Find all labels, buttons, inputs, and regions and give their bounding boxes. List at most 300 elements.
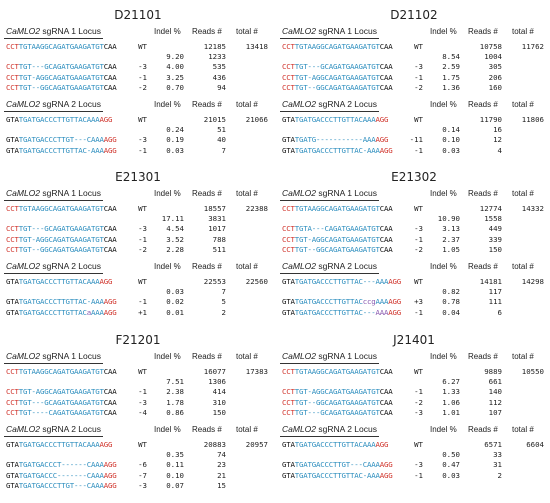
sequence-segment: TGATGACCCTTGT---CAAA <box>18 480 104 490</box>
allele-label: WT <box>138 367 147 376</box>
column-header-indel: Indel % <box>430 352 457 361</box>
read-count: 1004 <box>484 52 502 62</box>
sequence-segment: TGATGACCCTTGT---CAAA <box>18 135 104 145</box>
allele-row <box>4 224 272 233</box>
indel-percent: 0.50 <box>442 450 460 460</box>
indel-percent: 0.04 <box>442 307 460 317</box>
column-header-total: total # <box>236 425 258 434</box>
sequence-segment: CCT <box>282 72 295 82</box>
allele-label: -1 <box>414 145 423 155</box>
read-count: 74 <box>217 450 226 460</box>
read-count: 9889 <box>484 367 502 376</box>
read-count: 3831 <box>208 214 226 224</box>
gene-name: CaMLO2 <box>282 99 317 109</box>
read-count: 140 <box>488 387 502 397</box>
read-count: 20883 <box>203 440 226 449</box>
sequence-segment: TGATGACCCTTGTTAC---AAA <box>294 277 389 286</box>
allele-row <box>280 398 548 407</box>
sequence-segment: CAA <box>379 204 393 213</box>
locus-label: sgRNA 1 Locus <box>40 188 101 198</box>
total-count: 13418 <box>245 42 268 51</box>
sequence-segment: AGG <box>379 460 393 470</box>
sequence-segment: AGG <box>103 480 117 490</box>
read-count: 2 <box>221 307 226 317</box>
allele-row <box>4 297 272 306</box>
read-count: 107 <box>488 407 502 417</box>
indel-percent: 3.25 <box>166 72 184 82</box>
allele-label: -3 <box>138 397 147 407</box>
allele-sequence <box>282 73 393 82</box>
read-count: 12 <box>493 135 502 145</box>
indel-percent: 1.78 <box>166 397 184 407</box>
allele-row <box>4 440 272 449</box>
allele-sequence <box>6 387 117 396</box>
column-header-indel: Indel % <box>154 262 181 271</box>
locus-label: sgRNA 2 Locus <box>316 424 377 434</box>
allele-row <box>4 245 272 254</box>
sequence-segment: AGG <box>103 307 117 317</box>
allele-sequence <box>6 115 112 124</box>
allele-sequence <box>282 387 393 396</box>
sequence-segment: CCT <box>282 244 295 254</box>
read-count: 339 <box>488 234 502 244</box>
allele-label: -3 <box>414 407 423 417</box>
read-count: 1233 <box>208 52 226 62</box>
sequence-segment: AGG <box>379 145 393 155</box>
allele-sequence <box>282 277 401 286</box>
sequence-segment: CCT <box>6 387 19 397</box>
indel-percent: 0.14 <box>442 125 460 135</box>
allele-sequence <box>282 460 393 469</box>
sequence-segment: CCT <box>6 397 19 407</box>
allele-sequence <box>282 440 388 449</box>
sequence-segment: AGG <box>99 115 113 124</box>
read-count: 7 <box>221 145 226 155</box>
sequence-segment: CCT <box>282 204 295 213</box>
read-count: 11790 <box>479 115 502 124</box>
indel-percent: 0.86 <box>166 407 184 417</box>
read-count: 788 <box>212 234 226 244</box>
allele-label: -2 <box>414 244 423 254</box>
allele-row <box>280 367 548 376</box>
column-header-total: total # <box>236 189 258 198</box>
column-header-total: total # <box>236 262 258 271</box>
read-count: 2 <box>497 470 502 480</box>
allele-label: -1 <box>414 307 423 317</box>
indel-percent: 0.03 <box>166 145 184 155</box>
column-header-indel: Indel % <box>154 27 181 36</box>
locus-header <box>280 26 379 39</box>
indel-percent: 4.00 <box>166 62 184 72</box>
sequence-segment: TGT--GGCAGATGAAGATGT <box>294 397 380 407</box>
allele-sequence <box>6 235 117 244</box>
sequence-segment: TGATGACCCTTGTTACAAA <box>294 440 376 449</box>
column-header-indel: Indel % <box>154 100 181 109</box>
sequence-segment: TGTAAGGCAGATGAAGATGT <box>18 204 104 213</box>
indel-percent: 0.78 <box>442 297 460 307</box>
sequence-segment: AGG <box>99 277 113 286</box>
allele-label: WT <box>414 204 423 213</box>
gene-name: CaMLO2 <box>6 99 41 109</box>
allele-row <box>4 52 272 61</box>
allele-sequence <box>6 481 117 490</box>
allele-row <box>280 73 548 82</box>
read-count: 12185 <box>203 42 226 51</box>
column-header-total: total # <box>236 27 258 36</box>
allele-label: -1 <box>414 470 423 480</box>
sequence-segment: AGG <box>388 277 401 286</box>
column-header-total: total # <box>512 352 534 361</box>
allele-label: -7 <box>138 470 147 480</box>
panel-title: F21201 <box>115 333 161 347</box>
allele-row <box>4 235 272 244</box>
sequence-segment: GTA <box>6 145 19 155</box>
indel-percent: 7.51 <box>166 377 184 387</box>
indel-percent: 1.36 <box>442 82 460 92</box>
allele-row <box>280 297 548 306</box>
sequence-segment: TGATGACCCTTGTTAC <box>294 297 363 307</box>
allele-row <box>280 377 548 386</box>
sequence-segment: TGTAAGGCAGATGAAGATGT <box>18 42 104 51</box>
read-count: 160 <box>488 82 502 92</box>
locus-header <box>280 99 379 112</box>
sequence-segment: AGG <box>99 440 113 449</box>
allele-label: WT <box>138 204 147 213</box>
allele-row <box>280 408 548 417</box>
indel-percent: 0.03 <box>166 287 184 297</box>
sequence-segment: TGTA---CAGATGAAGATGT <box>294 224 380 234</box>
sequence-segment: CCT <box>282 387 295 397</box>
indel-percent: 0.19 <box>166 135 184 145</box>
read-count: 661 <box>488 377 502 387</box>
gene-name: CaMLO2 <box>6 351 41 361</box>
allele-row <box>280 308 548 317</box>
sequence-segment: CCT <box>282 42 295 51</box>
sequence-segment: TGT---GCAGATGAAGATGT <box>294 407 380 417</box>
sequence-segment: TGATGACCCTTGTTAC-AAA <box>294 145 380 155</box>
sequence-segment: TGATGACCCTTGTTAC-AAA <box>18 145 104 155</box>
column-header-total: total # <box>512 425 534 434</box>
sequence-segment: GTA <box>6 480 19 490</box>
column-header-reads: Reads # <box>192 27 222 36</box>
sequence-segment: CAA <box>379 62 393 72</box>
locus-label: sgRNA 2 Locus <box>40 424 101 434</box>
allele-row <box>4 125 272 134</box>
allele-sequence <box>282 62 393 71</box>
sequence-segment: CCT <box>282 397 295 407</box>
allele-sequence <box>282 83 393 92</box>
total-count: 10550 <box>521 367 544 376</box>
sequence-segment: CAA <box>103 224 117 234</box>
allele-sequence <box>282 471 393 480</box>
sequence-segment: CAA <box>379 82 393 92</box>
allele-sequence <box>6 398 117 407</box>
sequence-segment: CCT <box>6 62 19 72</box>
column-header-total: total # <box>512 189 534 198</box>
indel-percent: 2.37 <box>442 234 460 244</box>
allele-sequence <box>6 440 112 449</box>
read-count: 14181 <box>479 277 502 286</box>
allele-sequence <box>282 135 388 144</box>
allele-row <box>4 387 272 396</box>
sequence-segment: CCT <box>282 82 295 92</box>
sequence-segment: CAA <box>103 234 117 244</box>
sequence-segment: CCT <box>6 42 19 51</box>
locus-header <box>4 26 103 39</box>
sequence-segment: GTA <box>282 297 295 307</box>
sequence-segment: CCT <box>6 234 19 244</box>
read-count: 111 <box>488 297 502 307</box>
locus-label: sgRNA 2 Locus <box>316 99 377 109</box>
sequence-segment: TGT---GCAGATGAAGATGT <box>18 397 104 407</box>
gene-name: CaMLO2 <box>6 424 41 434</box>
indel-percent: 2.38 <box>166 387 184 397</box>
gene-name: CaMLO2 <box>6 188 41 198</box>
allele-row <box>4 471 272 480</box>
sequence-segment: CAA <box>103 82 117 92</box>
column-header-total: total # <box>512 262 534 271</box>
indel-percent: 17.11 <box>161 214 184 224</box>
column-header-reads: Reads # <box>468 352 498 361</box>
read-count: 21015 <box>203 115 226 124</box>
locus-header <box>4 424 103 437</box>
read-count: 414 <box>212 387 226 397</box>
allele-label: WT <box>414 42 423 51</box>
allele-label: -1 <box>138 72 147 82</box>
sequence-segment: GTA <box>282 115 295 124</box>
allele-sequence <box>6 42 117 51</box>
sequence-segment: AGG <box>103 470 117 480</box>
sequence-segment: AGG <box>388 297 401 307</box>
column-header-indel: Indel % <box>430 425 457 434</box>
allele-row <box>280 115 548 124</box>
column-header-reads: Reads # <box>192 262 222 271</box>
sequence-segment: TGATGACCCTTGTTAC-AAA <box>18 297 104 307</box>
panel-title: E21301 <box>115 170 161 184</box>
indel-percent: 2.59 <box>442 62 460 72</box>
sequence-segment: GTA <box>282 135 295 145</box>
allele-sequence <box>6 62 117 71</box>
read-count: 150 <box>212 407 226 417</box>
allele-sequence <box>282 367 393 376</box>
sequence-segment: TGTAAGGCAGATGAAGATGT <box>294 204 380 213</box>
locus-header <box>280 261 379 274</box>
total-count: 20957 <box>245 440 268 449</box>
allele-row <box>4 214 272 223</box>
allele-label: -11 <box>409 135 423 145</box>
allele-label: -3 <box>138 224 147 234</box>
column-header-indel: Indel % <box>430 262 457 271</box>
read-count: 15 <box>217 480 226 490</box>
allele-row <box>280 62 548 71</box>
sequence-segment: AGG <box>103 460 117 470</box>
sequence-segment: ccg <box>362 297 376 307</box>
read-count: 150 <box>488 244 502 254</box>
indel-percent: 1.75 <box>442 72 460 82</box>
indel-percent: 1.05 <box>442 244 460 254</box>
column-header-reads: Reads # <box>468 425 498 434</box>
sequence-segment: GTA <box>6 297 19 307</box>
total-count: 11806 <box>521 115 544 124</box>
allele-row <box>4 367 272 376</box>
allele-row <box>4 42 272 51</box>
panel-title: D21102 <box>390 8 438 22</box>
allele-row <box>4 398 272 407</box>
sequence-segment: TGT-AGGCAGATGAAGATGT <box>294 234 380 244</box>
allele-label: -3 <box>414 224 423 234</box>
panel-title: J21401 <box>393 333 435 347</box>
indel-percent: 0.03 <box>442 145 460 155</box>
allele-row <box>280 146 548 155</box>
sequence-segment: GTA <box>282 277 295 286</box>
sequence-segment: AGG <box>103 135 117 145</box>
gene-name: CaMLO2 <box>282 351 317 361</box>
column-header-reads: Reads # <box>192 352 222 361</box>
gene-name: CaMLO2 <box>6 261 41 271</box>
sequence-segment: CAA <box>379 397 393 407</box>
read-count: 31 <box>493 460 502 470</box>
total-count: 22560 <box>245 277 268 286</box>
indel-percent: 0.10 <box>442 135 460 145</box>
sequence-segment: CCT <box>6 367 19 376</box>
allele-row <box>280 287 548 296</box>
sequence-segment: CAA <box>103 397 117 407</box>
read-count: 6571 <box>484 440 502 449</box>
sequence-segment: CAA <box>103 204 117 213</box>
sequence-segment: GTA <box>282 460 295 470</box>
indel-percent: 0.47 <box>442 460 460 470</box>
locus-label: sgRNA 2 Locus <box>316 261 377 271</box>
column-header-indel: Indel % <box>430 189 457 198</box>
indel-percent: 0.11 <box>166 460 184 470</box>
sequence-segment: CAA <box>103 367 117 376</box>
read-count: 12774 <box>479 204 502 213</box>
sequence-segment: CCT <box>282 234 295 244</box>
allele-sequence <box>6 73 117 82</box>
indel-percent: 4.54 <box>166 224 184 234</box>
locus-label: sgRNA 1 Locus <box>40 351 101 361</box>
read-count: 94 <box>217 82 226 92</box>
locus-header <box>4 99 103 112</box>
column-header-reads: Reads # <box>192 100 222 109</box>
gene-name: CaMLO2 <box>6 26 41 36</box>
allele-row <box>4 460 272 469</box>
sequence-segment: TGTAAGGCAGATGAAGATGT <box>18 367 104 376</box>
allele-sequence <box>6 367 117 376</box>
allele-label: WT <box>414 277 423 286</box>
sequence-segment: TGT----CAGATGAAGATGT <box>18 407 104 417</box>
read-count: 206 <box>488 72 502 82</box>
sequence-segment: TGT--GGCAGATGAAGATGT <box>18 82 104 92</box>
sequence-segment: CCT <box>282 224 295 234</box>
allele-row <box>280 245 548 254</box>
allele-row <box>280 214 548 223</box>
column-header-total: total # <box>236 100 258 109</box>
sequence-segment: CAA <box>103 244 117 254</box>
column-header-indel: Indel % <box>154 189 181 198</box>
allele-row <box>280 450 548 459</box>
allele-sequence <box>282 204 393 213</box>
sequence-segment: TGATGACCCTTGTTAC-AAA <box>294 470 380 480</box>
allele-sequence <box>6 297 117 306</box>
allele-sequence <box>282 235 393 244</box>
allele-label: -1 <box>414 72 423 82</box>
allele-row <box>4 146 272 155</box>
allele-label: WT <box>414 440 423 449</box>
read-count: 10758 <box>479 42 502 51</box>
sequence-segment: CCT <box>6 204 19 213</box>
read-count: 5 <box>221 297 226 307</box>
locus-label: sgRNA 1 Locus <box>316 351 377 361</box>
indel-percent: 3.52 <box>166 234 184 244</box>
allele-sequence <box>282 297 401 306</box>
sequence-segment: TGT--GGCAGATGAAGATGT <box>294 82 380 92</box>
allele-sequence <box>282 308 401 317</box>
sequence-segment: GTA <box>282 440 295 449</box>
allele-row <box>4 287 272 296</box>
allele-label: -1 <box>414 387 423 397</box>
sequence-segment: CCT <box>282 367 295 376</box>
allele-label: -2 <box>138 82 147 92</box>
sequence-segment: GTA <box>6 440 19 449</box>
allele-sequence <box>6 83 117 92</box>
sequence-segment: TGATGACCCT------CAAA <box>18 460 104 470</box>
read-count: 1306 <box>208 377 226 387</box>
read-count: 40 <box>217 135 226 145</box>
sequence-segment: AAA <box>375 307 389 317</box>
read-count: 6 <box>497 307 502 317</box>
sequence-segment: AGG <box>379 470 393 480</box>
allele-row <box>280 460 548 469</box>
allele-label: WT <box>414 115 423 124</box>
total-count: 6604 <box>526 440 544 449</box>
sequence-segment: AGG <box>375 115 389 124</box>
allele-row <box>280 42 548 51</box>
read-count: 449 <box>488 224 502 234</box>
sequence-segment: GTA <box>282 307 295 317</box>
allele-row <box>280 471 548 480</box>
sequence-segment: TGATGACCCTTGT---CAAA <box>294 460 380 470</box>
allele-row <box>4 115 272 124</box>
sequence-segment: CCT <box>282 407 295 417</box>
sequence-segment: AAA <box>91 307 104 317</box>
allele-row <box>4 308 272 317</box>
sequence-segment: AGG <box>375 440 389 449</box>
locus-header <box>280 351 379 364</box>
allele-sequence <box>6 277 112 286</box>
allele-sequence <box>6 471 117 480</box>
sequence-segment: TGT---GCAGATGAAGATGT <box>294 62 380 72</box>
indel-percent: 0.01 <box>166 307 184 317</box>
sequence-segment: TGATGACCCTTGTTAC--- <box>294 307 376 317</box>
sequence-segment: AGG <box>103 145 117 155</box>
allele-sequence <box>282 146 393 155</box>
total-count: 17383 <box>245 367 268 376</box>
allele-row <box>280 277 548 286</box>
sequence-segment: TGTAAGGCAGATGAAGATGT <box>294 367 380 376</box>
sequence-segment: CAA <box>379 234 393 244</box>
allele-sequence <box>6 308 117 317</box>
allele-row <box>4 277 272 286</box>
read-count: 117 <box>488 287 502 297</box>
locus-header <box>4 351 103 364</box>
indel-percent: 1.33 <box>442 387 460 397</box>
indel-percent: 1.01 <box>442 407 460 417</box>
allele-label: -2 <box>414 397 423 407</box>
sequence-segment: CAA <box>379 387 393 397</box>
sequence-segment: TGT--GGCAGATGAAGATGT <box>18 244 104 254</box>
column-header-reads: Reads # <box>468 27 498 36</box>
